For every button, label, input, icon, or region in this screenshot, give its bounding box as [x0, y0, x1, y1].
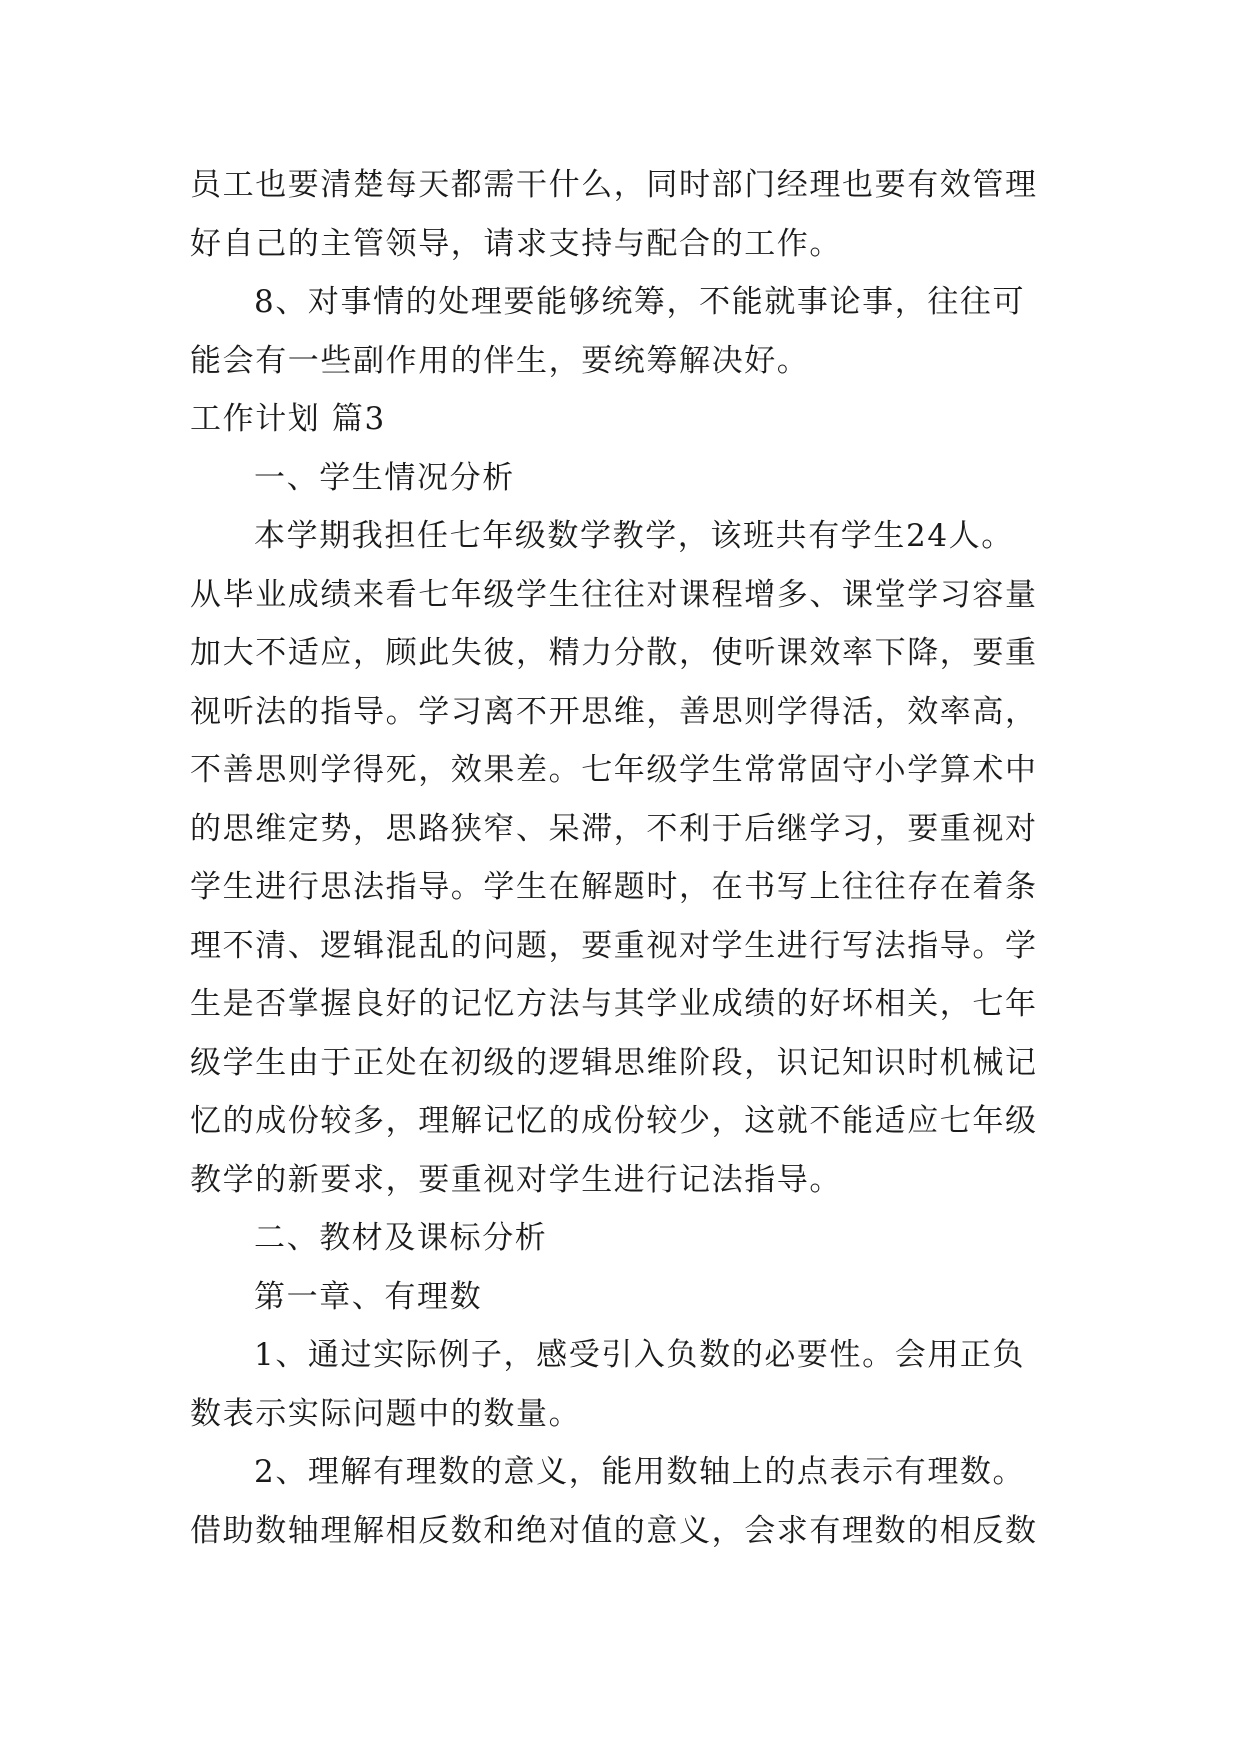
chapter-title: 第一章、有理数: [254, 1278, 483, 1315]
text-line: 数表示实际问题中的数量。: [190, 1395, 582, 1432]
subheading-textbook-analysis: 二、教材及课标分析: [254, 1220, 548, 1256]
text-line: 学生进行思法指导。学生在解题时，在书写上往往存在着条: [190, 869, 1038, 905]
text-line: 从毕业成绩来看七年级学生往往对课程增多、课堂学习容量: [190, 576, 1038, 613]
text-line: 生是否掌握良好的记忆方法与其学业成绩的好坏相关，七年: [190, 986, 1038, 1022]
text-line: 能会有一些副作用的伴生，要统筹解决好。: [190, 342, 810, 379]
text-line: 理不清、逻辑混乱的问题，要重视对学生进行写法指导。学: [190, 927, 1038, 964]
paragraph-item-8: 8、对事情的处理要能够统筹，不能就事论事，往往可: [254, 284, 1026, 320]
text-line: 加大不适应，顾此失彼，精力分散，使听课效率下降，要重: [190, 635, 1038, 671]
document-body: [190, 156, 1070, 1560]
text-line: 忆的成份较多，理解记忆的成份较少，这就不能适应七年级: [190, 1103, 1038, 1139]
paragraph-start: 本学期我担任七年级数学教学，该班共有学生24人。: [254, 518, 1014, 554]
text-line: 不善思则学得死，效果差。七年级学生常常固守小学算术中: [190, 752, 1038, 788]
text-line: 借助数轴理解相反数和绝对值的意义，会求有理数的相反数: [190, 1512, 1038, 1549]
subheading-student-analysis: 一、学生情况分析: [254, 459, 515, 496]
section-title: 工作计划 篇3: [190, 401, 386, 437]
text-line: 教学的新要求，要重视对学生进行记法指导。: [190, 1161, 842, 1198]
paragraph-item-2: 2、理解有理数的意义，能用数轴上的点表示有理数。: [254, 1454, 1026, 1490]
text-line: 的思维定势，思路狭窄、呆滞，不利于后继学习，要重视对: [190, 810, 1038, 847]
text-line: 视听法的指导。学习离不开思维，善思则学得活，效率高，: [190, 693, 1038, 730]
text-line: 好自己的主管领导，请求支持与配合的工作。: [190, 225, 842, 262]
text-line: 员工也要清楚每天都需干什么，同时部门经理也要有效管理: [190, 167, 1038, 203]
paragraph-item-1: 1、通过实际例子，感受引入负数的必要性。会用正负: [254, 1337, 1026, 1373]
text-line: 级学生由于正处在初级的逻辑思维阶段，识记知识时机械记: [190, 1044, 1038, 1081]
